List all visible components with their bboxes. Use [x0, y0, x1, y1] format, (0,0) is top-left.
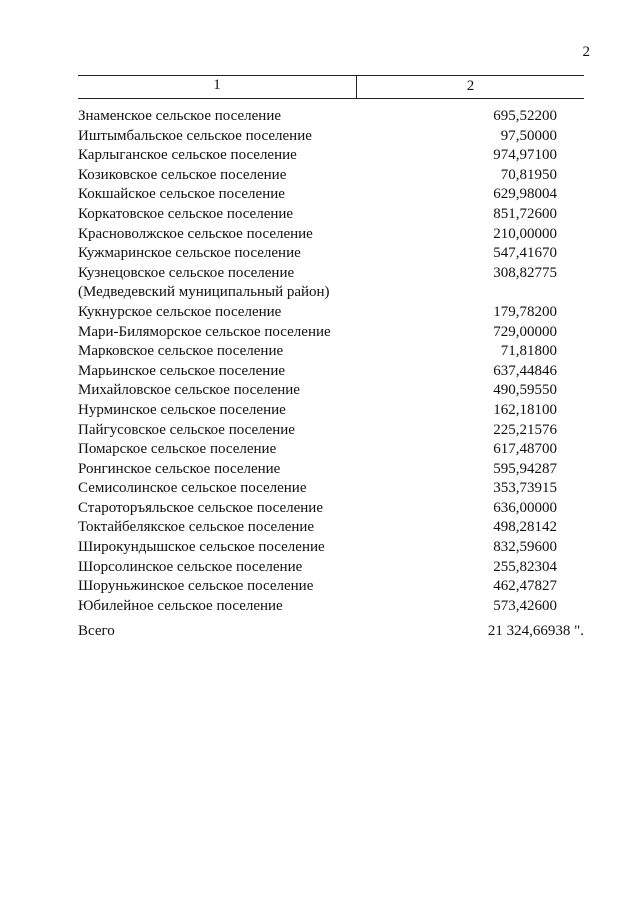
column-header-1: 1 — [213, 77, 221, 93]
settlement-value: 97,50000 — [500, 127, 557, 144]
settlement-value: 70,81950 — [500, 166, 557, 183]
column-header-2: 2 — [466, 78, 475, 94]
settlement-name: Козиковское сельское поселение — [78, 166, 287, 183]
settlement-value: 179,78200 — [493, 303, 557, 320]
table-row — [78, 264, 584, 284]
table-row — [78, 244, 584, 264]
settlement-name: Иштымбальское сельское поселение — [78, 127, 312, 144]
settlement-name: Шоруньжинское сельское поселение — [78, 578, 314, 595]
table-header — [78, 75, 584, 99]
table-row — [78, 558, 584, 578]
settlement-name: Марковское сельское поселение — [78, 343, 284, 360]
table-row — [78, 362, 584, 382]
settlement-value: 729,00000 — [493, 323, 557, 340]
table-body — [78, 107, 584, 616]
table-row — [78, 518, 584, 538]
settlement-value: 637,44846 — [493, 362, 557, 379]
settlement-name: Кокшайское сельское поселение — [78, 186, 285, 203]
page-number: 2 — [582, 44, 590, 60]
settlement-value: 353,73915 — [493, 480, 557, 497]
table-row — [78, 225, 584, 245]
settlement-value: 225,21576 — [493, 421, 557, 438]
settlement-name: Кузнецовское сельское поселение — [78, 264, 295, 281]
settlement-value: 462,47827 — [493, 578, 557, 595]
table-row — [78, 479, 584, 499]
settlement-name: Шорсолинское сельское поселение — [78, 558, 303, 575]
table-row — [78, 166, 584, 186]
table-row — [78, 146, 584, 166]
settlement-value: 573,42600 — [493, 597, 557, 614]
total-label: Всего — [78, 623, 115, 639]
settlement-value: 595,94287 — [493, 460, 557, 477]
total-value: 21 324,66938 ". — [487, 623, 584, 639]
table-row — [78, 401, 584, 421]
settlement-value: 490,59550 — [493, 382, 557, 399]
table-row — [78, 303, 584, 323]
table-row — [78, 185, 584, 205]
settlement-name: Мари-Биляморское сельское поселение — [78, 323, 331, 340]
settlement-value: 71,81800 — [500, 343, 557, 360]
settlement-value: 210,00000 — [493, 225, 557, 242]
settlement-name: Знаменское сельское поселение — [78, 108, 282, 124]
settlement-value: 695,52200 — [493, 108, 557, 124]
table-row — [78, 499, 584, 519]
settlement-name: Широкундышское сельское поселение — [78, 539, 325, 556]
settlement-name: Михайловское сельское поселение — [78, 382, 300, 399]
settlement-name: Нурминское сельское поселение — [78, 401, 286, 418]
table-row — [78, 440, 584, 460]
settlement-name: Карлыганское сельское поселение — [78, 147, 297, 164]
settlement-name: Староторъяльское сельское поселение — [78, 499, 323, 516]
settlement-value: 617,48700 — [493, 441, 557, 458]
settlement-name: Кукнурское сельское поселение — [78, 303, 282, 320]
table-row — [78, 597, 584, 617]
settlement-value: 498,28142 — [493, 519, 557, 536]
settlement-name: Ронгинское сельское поселение — [78, 460, 281, 477]
table-row — [78, 107, 584, 127]
table-row — [78, 538, 584, 558]
settlement-name: Кужмаринское сельское поселение — [78, 245, 301, 262]
table-row — [78, 421, 584, 441]
settlement-name: Токтайбелякское сельское поселение — [78, 519, 315, 536]
table-row — [78, 323, 584, 343]
settlement-name: Помарское сельское поселение — [78, 441, 277, 458]
settlement-value: 974,97100 — [493, 147, 557, 164]
settlement-name: Марьинское сельское поселение — [78, 362, 286, 379]
table-row — [78, 577, 584, 597]
settlement-value: 851,72600 — [493, 205, 557, 222]
settlement-name-continuation: (Медведевский муниципальный район) — [78, 284, 330, 301]
settlement-value: 255,82304 — [493, 558, 557, 575]
settlement-value: 162,18100 — [493, 401, 557, 418]
table-row — [78, 127, 584, 147]
table-row — [78, 205, 584, 225]
table-row — [78, 381, 584, 401]
settlement-value: 636,00000 — [493, 499, 557, 516]
settlement-value: 547,41670 — [493, 245, 557, 262]
settlement-name: Юбилейное сельское поселение — [78, 597, 283, 614]
settlement-value: 308,82775 — [493, 264, 557, 281]
table-row — [78, 342, 584, 362]
table-row — [78, 460, 584, 480]
total-row — [78, 620, 584, 642]
settlement-name: Пайгусовское сельское поселение — [78, 421, 295, 438]
settlement-name: Семисолинское сельское поселение — [78, 480, 307, 497]
settlement-name: Коркатовское сельское поселение — [78, 205, 294, 222]
settlement-name: Красноволжское сельское поселение — [78, 225, 313, 242]
settlement-value: 629,98004 — [493, 186, 557, 203]
settlement-value: 832,59600 — [493, 539, 557, 556]
